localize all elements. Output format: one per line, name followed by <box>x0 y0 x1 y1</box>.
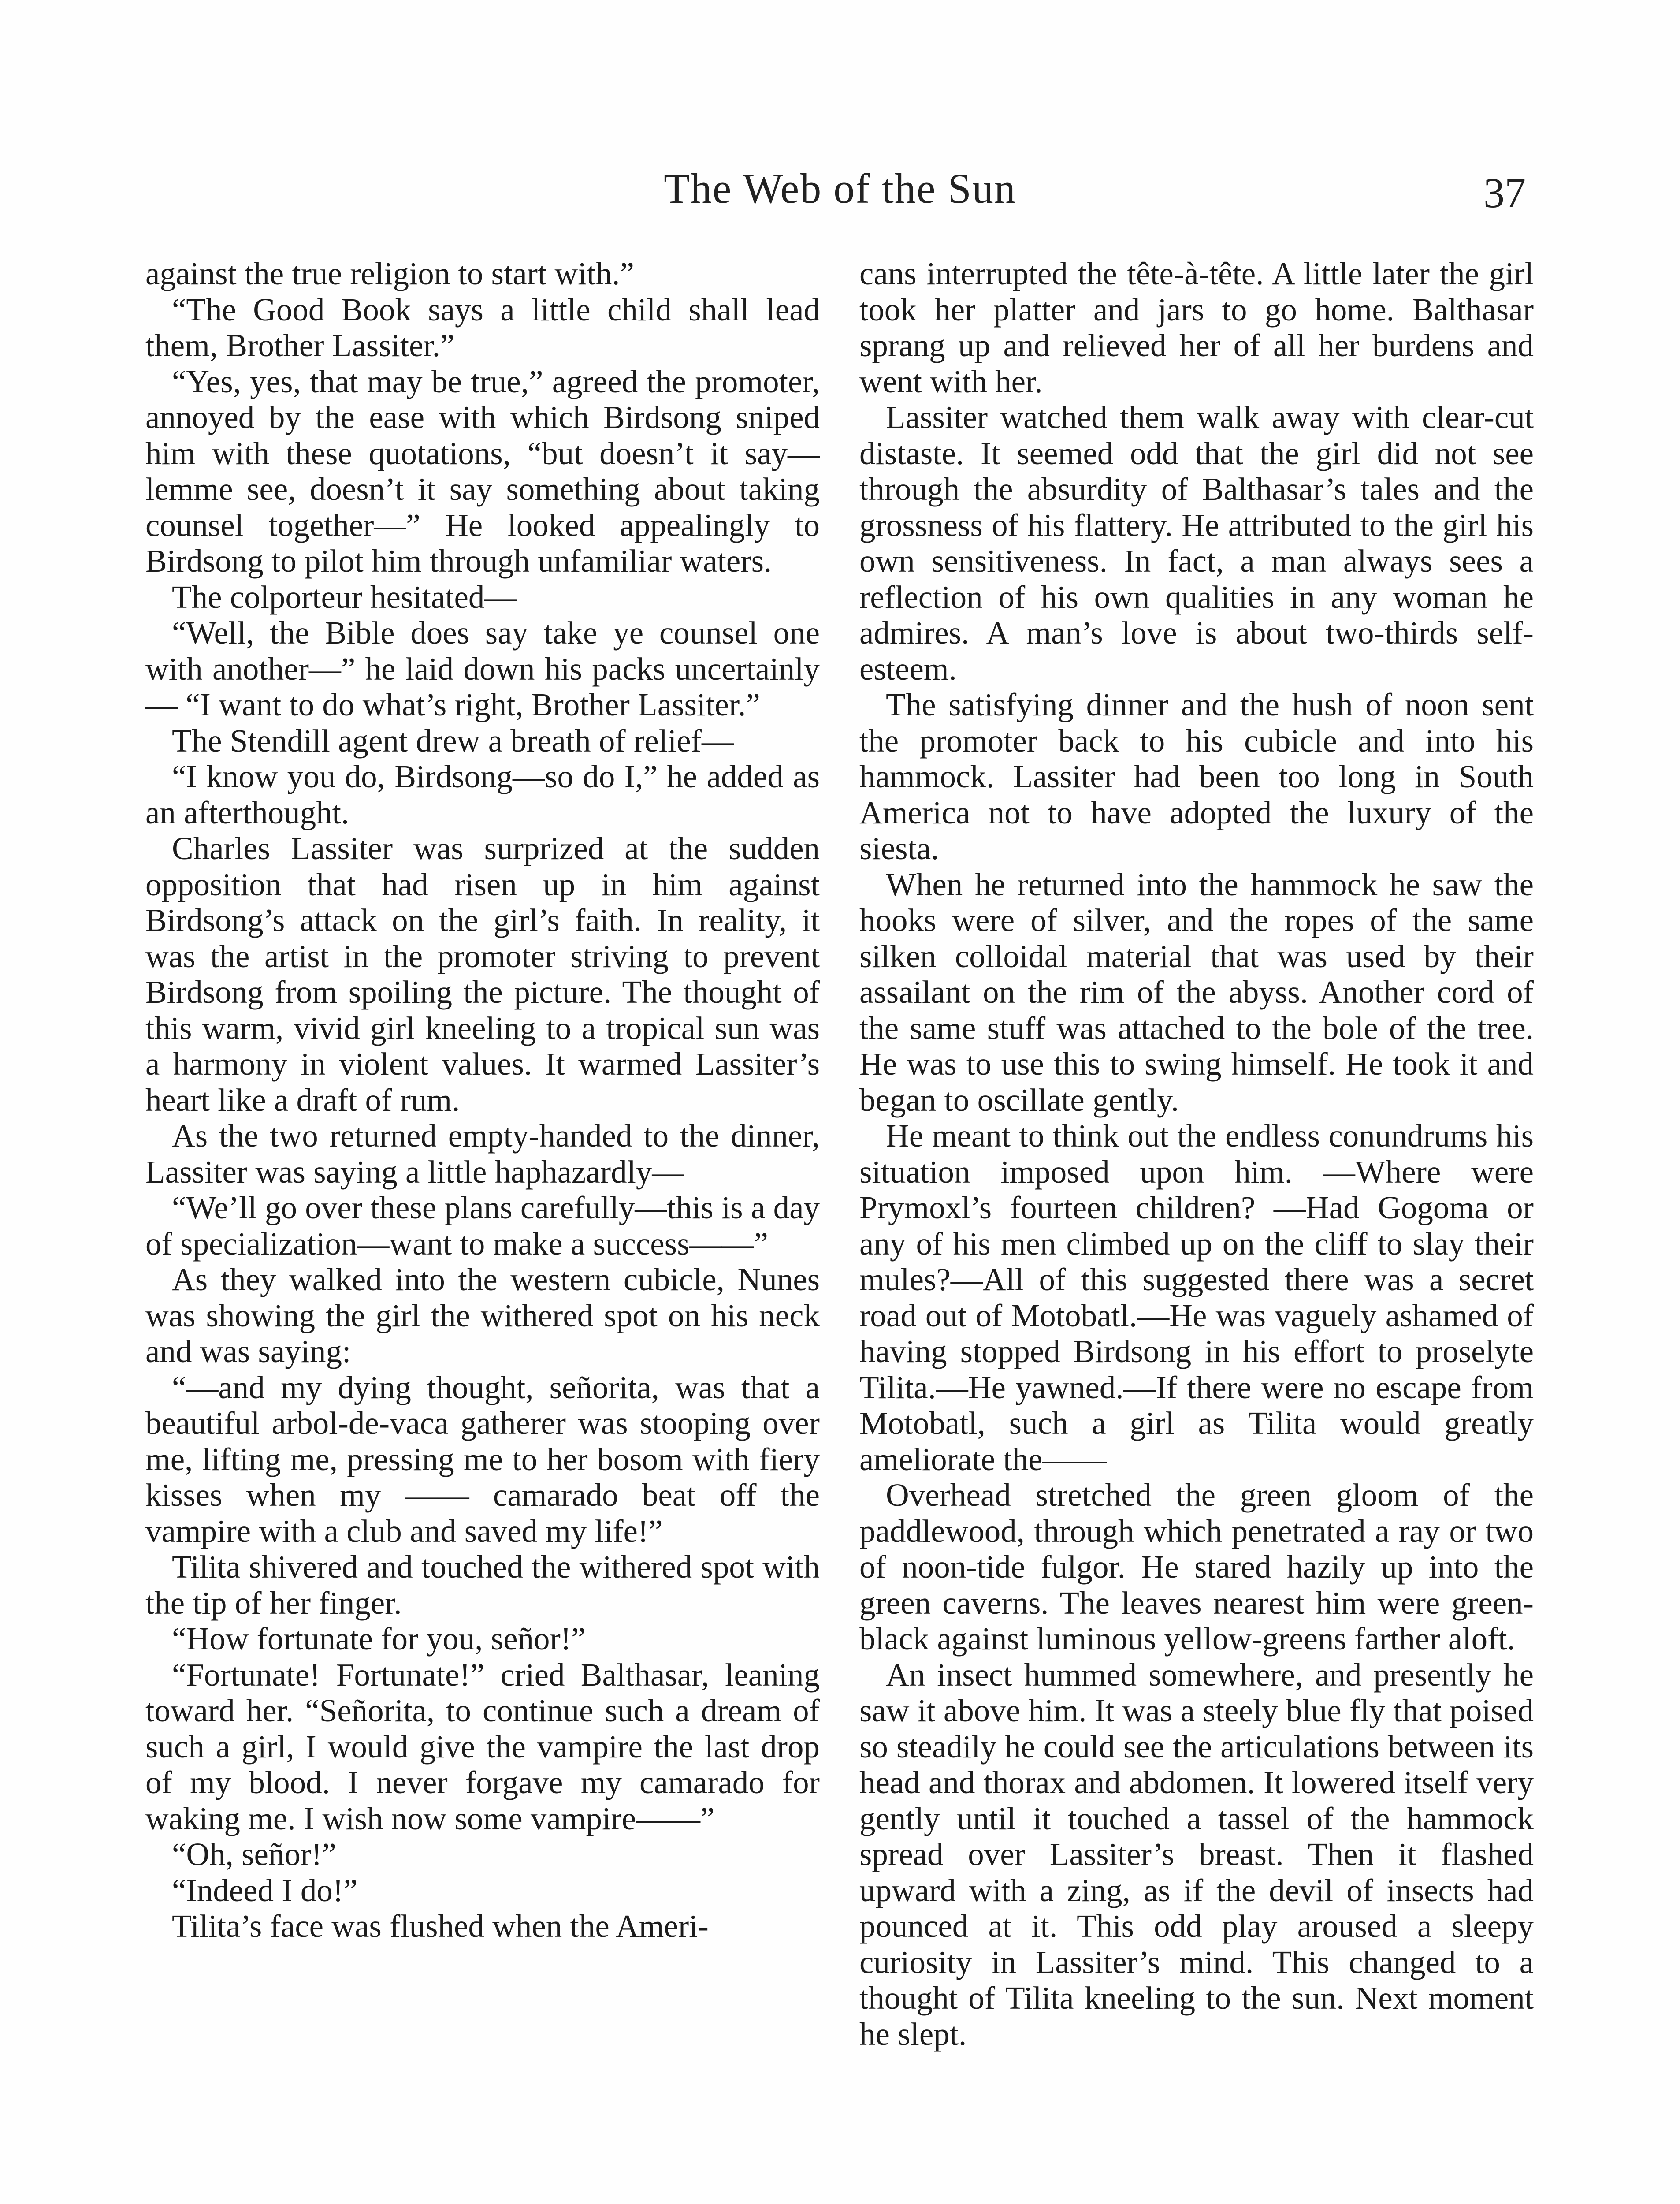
paragraph: “How fortunate for you, señor!” <box>172 1621 586 1657</box>
paragraph: As they walked into the western cubicle, Nunes was showing the girl the withered spot on his neck and was saying: <box>145 1262 820 1369</box>
running-title: The Web of the Sun <box>664 165 1016 212</box>
paragraph: Tilita shivered and touched the withered spot with the tip of her finger. <box>145 1549 820 1621</box>
paragraph: When he returned into the hammock he saw the hooks were of silver, and the ropes of the same silken colloidal material that was used by their assailant on the rim of the abyss. Another cord of the same stuff was attached to the bole of the tree. He was to use this to swing himself. He took it and began to oscillate gently. <box>859 866 1534 1118</box>
paragraph: Tilita’s face was flushed when the Ameri- <box>172 1908 709 1944</box>
paragraph: “I know you do, Birdsong—so do I,” he added as an afterthought. <box>145 759 820 830</box>
paragraph: The colporteur hesitated— <box>172 579 517 615</box>
paragraph: cans interrupted the tête-à-tête. A little later the girl took her platter and jars to go home. Balthasar sprang up and relieved her of all her burdens and went with her. <box>859 256 1534 399</box>
paragraph: The satisfying dinner and the hush of noon sent the promoter back to his cubicle and into his hammock. Lassiter had been too long in South America not to have adopted the luxury of the siesta. <box>859 687 1534 866</box>
running-head <box>0 164 1680 221</box>
paragraph: Lassiter watched them walk away with clear-cut distaste. It seemed odd that the girl did not see through the absurdity of Balthasar’s tales and the grossness of his flattery. He attributed to the girl his own sensitiveness. In fact, a man always sees a reflection of his own qualities in any woman he admires. A man’s love is about two-thirds self-esteem. <box>859 399 1534 687</box>
paragraph: “Fortunate! Fortunate!” cried Balthasar, leaning toward her. “Señorita, to continue such a dream of such a girl, I would give the vampire the last drop of my blood. I never forgave my camarado for waking me. I wish now some vampire——” <box>145 1657 820 1836</box>
paragraph: An insect hummed somewhere, and presently he saw it above him. It was a steely blue fly that poised so steadily he could see the articulations between its head and thorax and abdomen. It lowered itself very gently until it touched a tassel of the hammock spread over Lassiter’s breast. Then it flashed upward with a zing, as if the devil of insects had pounced at it. This odd play aroused a sleepy curiosity in Lassiter’s mind. This changed to a thought of Tilita kneeling to the sun. Next moment he slept. <box>859 1657 1534 2052</box>
paragraph: He meant to think out the endless conundrums his situation imposed upon him. —Where were Prymoxl’s fourteen children? —Had Gogoma or any of his men climbed up on the cliff to slay their mules?—All of this suggested there was a secret road out of Motobatl.—He was vaguely ashamed of having stopped Birdsong in his effort to proselyte Tilita.—He yawned.—If there were no escape from Motobatl, such a girl as Tilita would greatly ameliorate the—— <box>859 1118 1534 1477</box>
paragraph: “Indeed I do!” <box>172 1872 358 1908</box>
paragraph: “Well, the Bible does say take ye counsel one with another—” he laid down his packs uncertainly— “I want to do what’s right, Brother Lassiter.” <box>145 615 820 722</box>
paragraph: “Yes, yes, that may be true,” agreed the promoter, annoyed by the ease with which Birdsong sniped him with these quotations, “but doesn’t it say—lemme see, doesn’t it say something about taking counsel together—” He looked appealingly to Birdsong to pilot him through unfamiliar waters. <box>145 363 820 579</box>
paragraph: “The Good Book says a little child shall lead them, Brother Lassiter.” <box>145 291 820 363</box>
page-number: 37 <box>1483 169 1526 216</box>
paragraph: “We’ll go over these plans carefully—this is a day of specialization—want to make a success——” <box>145 1190 820 1262</box>
left-text-column <box>145 256 820 1944</box>
paragraph: The Stendill agent drew a breath of relief— <box>172 722 734 759</box>
paragraph: Charles Lassiter was surprized at the sudden opposition that had risen up in him against Birdsong’s attack on the girl’s faith. In reality, it was the artist in the promoter striving to prevent Birdsong from spoiling the picture. The thought of this warm, vivid girl kneeling to a tropical sun was a harmony in violent values. It warmed Lassiter’s heart like a draft of rum. <box>145 830 820 1118</box>
paragraph: Overhead stretched the green gloom of the paddlewood, through which penetrated a ray or two of noon-tide fulgor. He stared hazily up into the green caverns. The leaves nearest him were green-black against luminous yellow-greens farther aloft. <box>859 1477 1534 1657</box>
paragraph: “Oh, señor!” <box>172 1836 336 1872</box>
paragraph: “—and my dying thought, señorita, was that a beautiful arbol-de-vaca gatherer was stooping over me, lifting me, pressing me to her bosom with fiery kisses when my —— camarado beat off the vampire with a club and saved my life!” <box>145 1369 820 1549</box>
paragraph: As the two returned empty-handed to the dinner, Lassiter was saying a little haphazardly— <box>145 1118 820 1190</box>
right-text-column <box>859 256 1534 2052</box>
paragraph: against the true religion to start with.” <box>145 256 634 291</box>
